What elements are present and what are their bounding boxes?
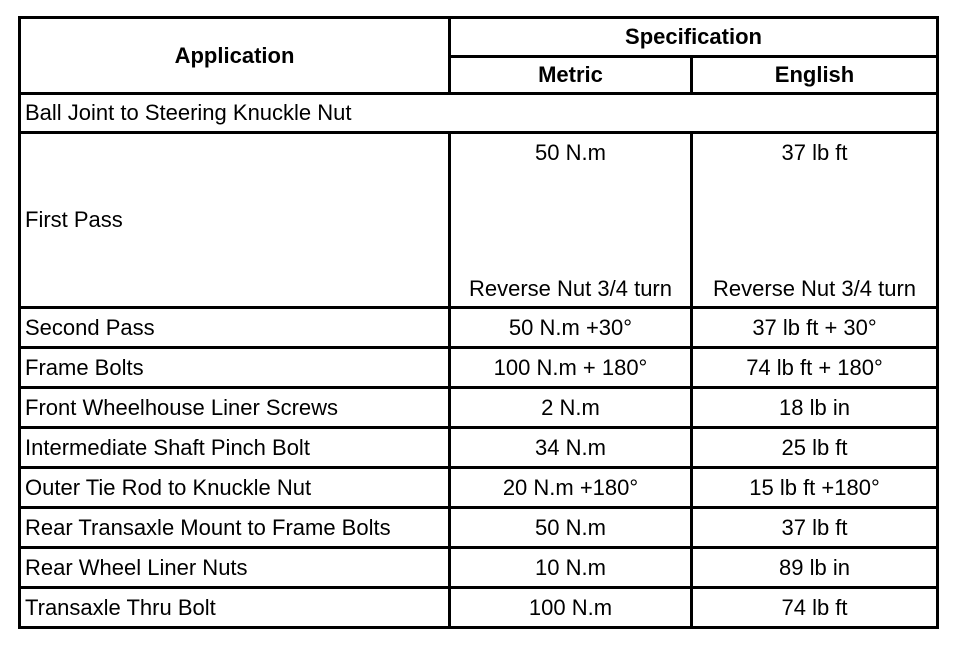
row-application: Intermediate Shaft Pinch Bolt xyxy=(20,428,450,468)
row-application: Rear Wheel Liner Nuts xyxy=(20,548,450,588)
table-row xyxy=(20,548,938,588)
row-metric: 10 N.m xyxy=(450,548,692,588)
row-metric: 34 N.m xyxy=(450,428,692,468)
row-english: 74 lb ft + 180° xyxy=(692,348,938,388)
table-row xyxy=(20,348,938,388)
row-english: 89 lb in xyxy=(692,548,938,588)
row-english: 74 lb ft xyxy=(692,588,938,628)
table-row xyxy=(20,428,938,468)
torque-spec-table xyxy=(18,16,939,629)
row-metric: 100 N.m xyxy=(450,588,692,628)
row-application: Outer Tie Rod to Knuckle Nut xyxy=(20,468,450,508)
table-row xyxy=(20,508,938,548)
row-application: Transaxle Thru Bolt xyxy=(20,588,450,628)
row-metric: 100 N.m + 180° xyxy=(450,348,692,388)
second-pass-metric: 50 N.m +30° xyxy=(450,308,692,348)
first-pass-english-value: 37 lb ft xyxy=(781,140,848,165)
row-application: Frame Bolts xyxy=(20,348,450,388)
first-pass-metric xyxy=(450,133,692,308)
second-pass-label: Second Pass xyxy=(20,308,450,348)
table-row xyxy=(20,588,938,628)
header-metric: Metric xyxy=(450,57,692,94)
second-pass-row xyxy=(20,308,938,348)
first-pass-metric-note: Reverse Nut 3/4 turn xyxy=(469,276,672,301)
first-pass-label: First Pass xyxy=(20,133,450,308)
first-pass-english xyxy=(692,133,938,308)
second-pass-english: 37 lb ft + 30° xyxy=(692,308,938,348)
group-row xyxy=(20,94,938,133)
row-english: 37 lb ft xyxy=(692,508,938,548)
row-english: 25 lb ft xyxy=(692,428,938,468)
table-row xyxy=(20,468,938,508)
first-pass-row xyxy=(20,133,938,308)
row-application: Front Wheelhouse Liner Screws xyxy=(20,388,450,428)
header-english: English xyxy=(692,57,938,94)
row-metric: 50 N.m xyxy=(450,508,692,548)
header-application: Application xyxy=(20,18,450,94)
row-metric: 2 N.m xyxy=(450,388,692,428)
group-title: Ball Joint to Steering Knuckle Nut xyxy=(20,94,938,133)
row-english: 18 lb in xyxy=(692,388,938,428)
first-pass-english-note: Reverse Nut 3/4 turn xyxy=(713,276,916,301)
header-specification: Specification xyxy=(450,18,938,57)
row-metric: 20 N.m +180° xyxy=(450,468,692,508)
row-english: 15 lb ft +180° xyxy=(692,468,938,508)
first-pass-metric-value: 50 N.m xyxy=(535,140,606,165)
row-application: Rear Transaxle Mount to Frame Bolts xyxy=(20,508,450,548)
header-row-top xyxy=(20,18,938,57)
table-row xyxy=(20,388,938,428)
